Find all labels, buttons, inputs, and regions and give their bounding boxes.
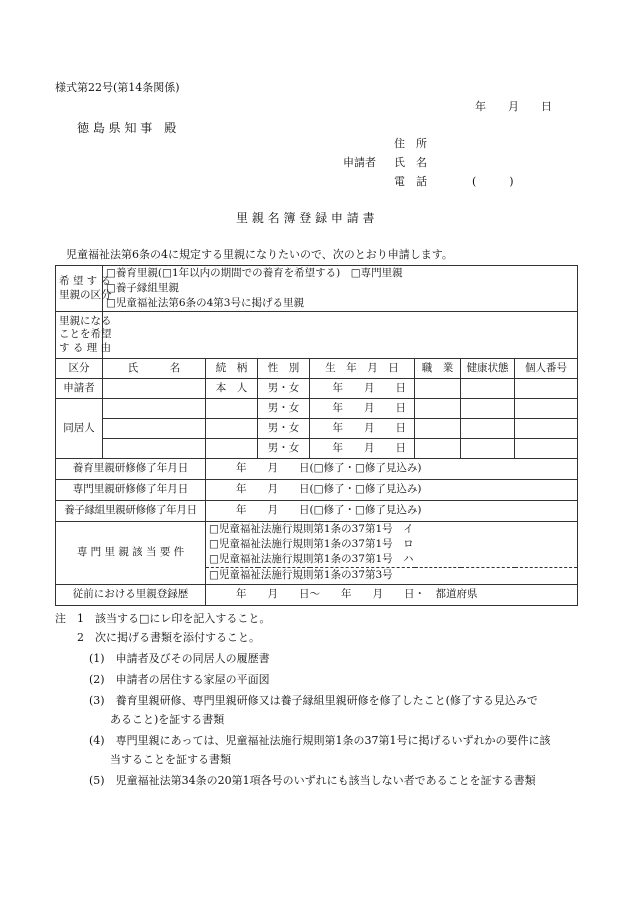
reason-row [56, 312, 578, 359]
category-option-2[interactable]: □養子縁組里親 [106, 282, 179, 294]
note-2-number: 2 [77, 631, 84, 644]
category-option-3[interactable]: □児童福祉法第6条の4第3号に掲げる里親 [106, 297, 304, 309]
cohabitant-id-field[interactable] [515, 419, 578, 439]
header-name: 氏 名 [103, 359, 206, 379]
cohabitant-job-field[interactable] [415, 419, 461, 439]
requirement-option-4[interactable]: □児童福祉法施行規則第1条の37第3号 [206, 568, 578, 585]
note-item-5: (5) 児童福祉法第34条の20第1項各号のいずれにも該当しない者であることを証する書類 [89, 774, 536, 787]
cohabitant-sex-field[interactable]: 男・女 [258, 419, 310, 439]
adoption-training-field[interactable]: 年 月 日(□修了・□修了見込み) [206, 501, 578, 522]
applicant-name-field[interactable] [103, 379, 206, 399]
applicant-sex-field[interactable]: 男・女 [258, 379, 310, 399]
cohabitant-sex-field[interactable]: 男・女 [258, 439, 310, 459]
intro-text: 児童福祉法第6条の4に規定する里親になりたいので、次のとおり申請します。 [66, 248, 453, 261]
reason-field[interactable] [103, 312, 578, 359]
note-item-1: (1) 申請者及びその同居人の履歴書 [89, 652, 270, 665]
applicant-row [56, 379, 578, 399]
special-training-field[interactable]: 年 月 日(□修了・□修了見込み) [206, 480, 578, 501]
phone-label: 電 話 [394, 175, 427, 188]
member-header-row [56, 359, 578, 379]
note-item-3-line2: あること)を証する書類 [110, 713, 225, 726]
application-form-table [55, 265, 578, 606]
header-health: 健康状態 [461, 359, 515, 379]
cohabitant-relation-field[interactable] [206, 399, 258, 419]
cohabitant-health-field[interactable] [461, 419, 515, 439]
history-label: 従前における里親登録歴 [56, 585, 206, 606]
cohabitant-job-field[interactable] [415, 399, 461, 419]
cohabitant-row [56, 399, 578, 419]
applicant-health-field[interactable] [461, 379, 515, 399]
applicant-relation: 本 人 [206, 379, 258, 399]
requirements-label: 専 門 里 親 該 当 要 件 [56, 522, 206, 585]
address-label: 住 所 [394, 137, 427, 150]
requirements-options[interactable] [206, 522, 578, 568]
note-item-2: (2) 申請者の居住する家屋の平面図 [89, 673, 270, 686]
document-title: 里 親 名 簿 登 録 申 請 書 [236, 211, 375, 225]
applicant-job-field[interactable] [415, 379, 461, 399]
note-item-4-line2: 当することを証する書類 [110, 753, 231, 766]
category-label-line2: 里親の区分 [59, 288, 112, 301]
name-label: 氏 名 [394, 156, 427, 169]
category-options[interactable] [103, 266, 578, 312]
notes-label: 注 [55, 612, 66, 625]
cohabitant-label: 同居人 [56, 399, 103, 459]
category-label-line1: 希 望 す る [59, 275, 112, 288]
header-relation: 続 柄 [206, 359, 258, 379]
requirement-option-2[interactable]: □児童福祉法施行規則第1条の37第1号 ロ [209, 538, 414, 550]
note-2-text: 次に掲げる書類を添付すること。 [95, 631, 260, 644]
date-line: 年 月 日 [475, 100, 552, 113]
note-item-3-line1: (3) 養育里親研修、専門里親研修又は養子縁組里親研修を修了したこと(修了する見込みで [89, 694, 538, 707]
note-1-text: 該当する□にレ印を記入すること。 [95, 612, 271, 625]
foster-training-row [56, 459, 578, 480]
adoption-training-row [56, 501, 578, 522]
category-row [56, 266, 578, 312]
cohabitant-birth-field[interactable]: 年 月 日 [310, 439, 415, 459]
cohabitant-health-field[interactable] [461, 399, 515, 419]
addressee: 徳 島 県 知 事 殿 [77, 121, 177, 135]
category-label [56, 266, 112, 312]
special-training-row [56, 480, 578, 501]
cohabitant-id-field[interactable] [515, 439, 578, 459]
history-field[interactable]: 年 月 日～ 年 月 日・ 都道府県 [206, 585, 578, 606]
form-number: 様式第22号(第14条関係) [55, 81, 180, 94]
cohabitant-birth-field[interactable]: 年 月 日 [310, 399, 415, 419]
cohabitant-row [56, 439, 578, 459]
reason-label-line3: す る 理 由 [59, 341, 112, 354]
reason-label-line1: 里親になる [59, 315, 112, 328]
cohabitant-birth-field[interactable]: 年 月 日 [310, 419, 415, 439]
foster-training-field[interactable]: 年 月 日(□修了・□修了見込み) [206, 459, 578, 480]
cohabitant-id-field[interactable] [515, 399, 578, 419]
note-1-number: 1 [77, 612, 84, 625]
requirement-option-1[interactable]: □児童福祉法施行規則第1条の37第1号 イ [209, 523, 414, 535]
reason-label-line2: ことを希望 [59, 328, 112, 341]
history-row [56, 585, 578, 606]
applicant-id-field[interactable] [515, 379, 578, 399]
requirement-option-3[interactable]: □児童福祉法施行規則第1条の37第1号 ハ [209, 553, 414, 565]
header-sex: 性 別 [258, 359, 310, 379]
applicant-birth-field[interactable]: 年 月 日 [310, 379, 415, 399]
phone-parens: ( ) [472, 175, 514, 188]
reason-label [56, 312, 112, 359]
applicant-label: 申請者 [343, 156, 376, 169]
foster-training-label: 養育里親研修修了年月日 [56, 459, 206, 480]
header-birth: 生 年 月 日 [310, 359, 415, 379]
requirements-row [56, 522, 578, 568]
adoption-training-label: 養子縁組里親研修修了年月日 [56, 501, 206, 522]
cohabitant-sex-field[interactable]: 男・女 [258, 399, 310, 419]
cohabitant-row [56, 419, 578, 439]
cohabitant-job-field[interactable] [415, 439, 461, 459]
special-training-label: 専門里親研修修了年月日 [56, 480, 206, 501]
cohabitant-name-field[interactable] [103, 439, 206, 459]
header-id: 個人番号 [515, 359, 578, 379]
header-kubun: 区分 [56, 359, 103, 379]
cohabitant-relation-field[interactable] [206, 439, 258, 459]
cohabitant-health-field[interactable] [461, 439, 515, 459]
category-option-1[interactable]: □養育里親(□1年以内の期間での養育を希望する) □専門里親 [106, 267, 403, 279]
cohabitant-name-field[interactable] [103, 399, 206, 419]
header-job: 職 業 [415, 359, 461, 379]
cohabitant-name-field[interactable] [103, 419, 206, 439]
note-item-4-line1: (4) 専門里親にあっては、児童福祉法施行規則第1条の37第1号に掲げるいずれかの要件に該 [89, 734, 551, 747]
cohabitant-relation-field[interactable] [206, 419, 258, 439]
applicant-row-label: 申請者 [56, 379, 103, 399]
